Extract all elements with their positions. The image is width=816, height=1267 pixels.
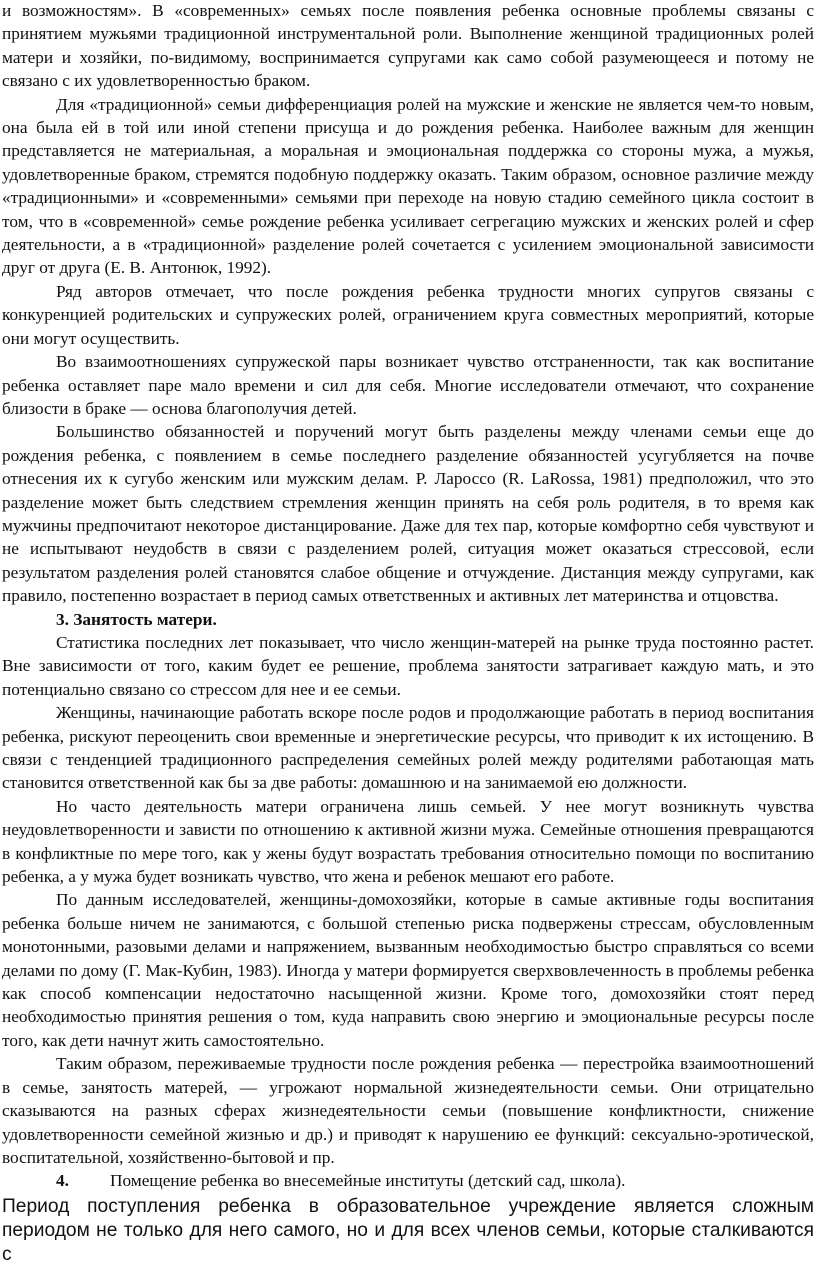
paragraph: Во взаимоотношениях супружеской пары возникает чувство отстраненности, так как воспитание ребенка оставляет паре мало времени и сил для себя. Многие исследователи отмечают, что сохранение близости в браке — основа благополучия детей.: [2, 352, 814, 418]
paragraph: Статистика последних лет показывает, что число женщин-матерей на рынке труда постоянно растет. Вне зависимости от того, каким будет ее решение, проблема занятости затрагивает каждую мать, и это потенциально связано со стрессом для нее и ее семьи.: [2, 632, 814, 699]
paragraph: По данным исследователей, женщины-домохозяйки, которые в самые активные годы воспитания ребенка больше ничем не занимаются, с большой степенью риска подвержены стрессам, обусловленным монотонными, разовыми делами и напряжением, вызванным необходимостью быстро справляться со всеми делами по дому (Г. Мак-Кубин, 1983). Иногда у матери формируется сверхвовлеченность в проблемы ребенка как способ компенсации недостаточно насыщенной жизни. Кроме того, домохозяйки стоят перед необходимостью принятия решения о том, куда направить свою энергию и эмоциональные ресурсы после того, как дети начнут жить самостоятельно.: [2, 890, 814, 1050]
paragraph: Большинство обязанностей и поручений могут быть разделены между членами семьи еще до рождения ребенка, с появлением в семье последнего разделение обязанностей усугубляется на почве отнесения их к сугубо женским или мужским делам. Р. Лаpоссо (R. LaRossa, 1981) предположил, что это разделение может быть следствием стремления женщин принять на себя роль родителя, в то время как мужчины предпочитают некоторое дистанцирование. Даже для тех пар, которые комфортно себя чувствуют и не испытывают неудобств в связи с разделением ролей, ситуация может оказаться стрессовой, если результатом разделения ролей становятся слабое общение и отчуждение. Дистанция между супругами, как правило, постепенно возрастает в период самых ответственных и активных лет материнства и отцовства.: [2, 422, 814, 606]
paragraph: Таким образом, переживаемые трудности после рождения ребенка — перестройка взаимоотношений в семье, занятость матерей, — угрожают нормальной жизнедеятельности семьи. Они отрицательно сказываются на разных сферах жизнедеятельности семьи (повышение конфликтности, снижение удовлетворенности семейной жизнью и др.) и приводят к нарушению ее функций: сексуально-эротической, воспитательной, хозяйственно-бытовой и пр.: [2, 1054, 814, 1167]
list-item-text: Помещение ребенка во внесемейные институты (детский сад, школа).: [110, 1171, 626, 1191]
paragraph: Женщины, начинающие работать вскоре после родов и продолжающие работать в период воспитания ребенка, рискуют переоценить свои временные и энергетические ресурсы, что приводит к их истощению. В связи с тенденцией традиционного распределения семейных ролей между родителями работающая мать становится ответственной как бы за две работы: домашнюю и на занимаемой ею должности.: [2, 703, 814, 793]
list-item: [2, 1169, 814, 1192]
trailing-paragraph: Период поступления ребенка в образовательное учреждение является сложным периодом не только для него самого, но и для всех членов семьи, которые сталкиваются с: [2, 1195, 814, 1265]
paragraph: Но часто деятельность матери ограничена лишь семьей. У нее могут возникнуть чувства неудовлетворенности и зависти по отношению к активной жизни мужа. Семейные отношения превращаются в конфликтные по мере того, как у жены будут возрастать требования относительно помощи по воспитанию ребенка, а у мужа будет возникать чувство, что жена и ребенок мешают его работе.: [2, 796, 814, 887]
paragraph: Для «традиционной» семьи дифференциация ролей на мужские и женские не является чем-то новым, она была ей в той или иной степени присуща и до рождения ребенка. Наиболее важным для женщин представляется не материальная, а моральная и эмоциональная поддержка со стороны мужа, а мужья, удовлетворенные браком, стремятся подобную поддержку оказать. Таким образом, основное различие между «традиционными» и «современными» семьями при переходе на новую стадию семейного цикла состоит в том, что в «современной» семье рождение ребенка усиливает сегрегацию мужских и женских ролей и сфер деятельности, а в «традиционной» разделение ролей сочетается с усилением эмоциональной зависимости друг от друга (Е. В. Антонюк, 1992).: [2, 94, 814, 278]
section-heading: 3. Занятость матери.: [56, 609, 217, 629]
list-item-number: 4.: [56, 1171, 69, 1191]
paragraph: Ряд авторов отмечает, что после рождения ребенка трудности многих супругов связаны с конкуренцией родительских и супружеских ролей, ограничением круга совместных мероприятий, которые они могут осуществить.: [2, 281, 814, 348]
paragraph: и возможностям». В «современных» семьях после появления ребенка основные проблемы связаны с принятием мужьями традиционной инструментальной роли. Выполнение женщиной традиционных ролей матери и хозяйки, по-видимому, воспринимается супругами как само собой разумеющееся и потому не связано с их удовлетворенностью браком.: [2, 1, 814, 91]
